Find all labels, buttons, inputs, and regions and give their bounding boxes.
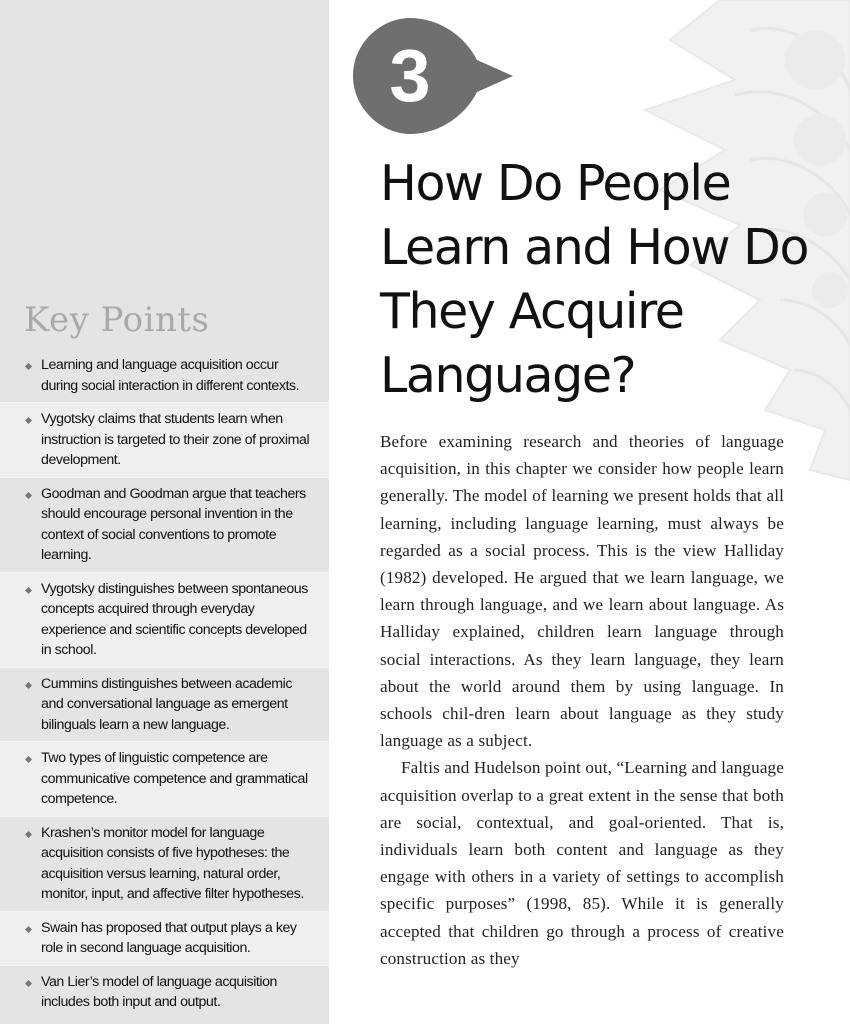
- bullet-icon: [25, 926, 32, 933]
- body-paragraph: Faltis and Hudelson point out, “Learning and language acquisition overlap to a great extent in the sense that both are social, contextual, and goal-oriented. That is, individuals learn both content and language as they engage with others in a variety of settings to accomplish specific purposes” (1998, 85). While it is generally accepted that children go through a process of creative construction as they: [380, 758, 784, 968]
- key-point-item: [0, 667, 329, 742]
- bullet-icon: [25, 980, 32, 987]
- key-point-item: [0, 911, 329, 965]
- key-point-item: [0, 741, 329, 816]
- body-paragraph: Before examining research and theories of language acquisition, in this chapter we consider how people learn generally. The model of learning we present holds that all learning, including language learning, must always be regarded as a social process. This is the view Halliday (1982) developed. He argued that we learn language, we learn through language, and we learn about language. As Halliday explained, children learn language through social interactions. As they learn language, they learn about the world around them by using language. In schools chil-dren learn about language as they study language as a subject.: [380, 432, 784, 751]
- key-point-text: Vygotsky claims that students learn when instruction is targeted to their zone of proximal development.: [41, 411, 310, 468]
- chapter-number: 3: [389, 34, 431, 117]
- key-point-text: Vygotsky distinguishes between spontaneous concepts acquired through everyday experience and scientific concepts developed in school.: [41, 580, 308, 658]
- key-point-item: [0, 572, 329, 667]
- key-point-item: [0, 349, 329, 402]
- bullet-icon: [25, 417, 32, 424]
- key-points-heading: Key Points: [24, 300, 210, 340]
- chapter-title: How Do People Learn and How Do They Acquire Language?: [380, 155, 809, 404]
- key-point-text: Learning and language acquisition occur during social interaction in different contexts.: [41, 357, 300, 394]
- bullet-icon: [25, 756, 32, 763]
- key-point-text: Two types of linguistic competence are communicative competence and grammatical competence.: [41, 750, 308, 807]
- body-text: [380, 428, 784, 972]
- key-point-text: Cummins distinguishes between academic and conversational language as emergent bilinguals learn a new language.: [41, 675, 293, 733]
- key-point-text: Van Lier’s model of language acquisition includes both input and output.: [41, 973, 277, 1010]
- key-point-item: [0, 965, 329, 1019]
- bullet-icon: [25, 682, 32, 689]
- key-point-text: Swain has proposed that output plays a key role in second language acquisition.: [41, 919, 297, 956]
- bullet-icon: [25, 831, 32, 838]
- key-point-item: [0, 402, 329, 477]
- bullet-icon: [25, 492, 32, 499]
- bullet-icon: [25, 587, 32, 594]
- key-point-item: [0, 477, 329, 572]
- key-points-list: [0, 349, 329, 1019]
- key-point-text: Krashen’s monitor model for language acquisition consists of five hypotheses: the acquisition versus learning, natural order, monitor, input, and affective filter hypotheses.: [41, 824, 304, 902]
- key-points-sidebar: [0, 0, 329, 1024]
- bullet-icon: [25, 363, 32, 370]
- key-point-item: [0, 816, 329, 911]
- key-point-text: Goodman and Goodman argue that teachers should encourage personal invention in the context of social conventions to promote learning.: [41, 485, 306, 563]
